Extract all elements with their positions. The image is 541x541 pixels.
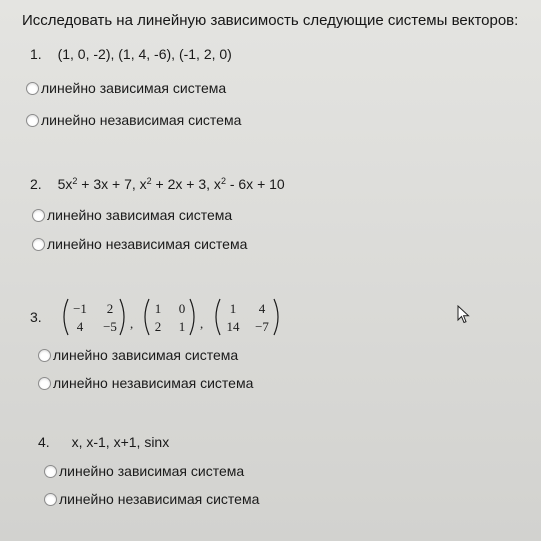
matrix-cell: 0 <box>178 301 186 316</box>
radio-button-icon[interactable] <box>32 209 45 222</box>
matrix-cell: −7 <box>255 319 269 334</box>
radio-button-icon[interactable] <box>32 238 45 251</box>
radio-button-icon[interactable] <box>44 493 57 506</box>
page-title: Исследовать на линейную зависимость следующие системы векторов: <box>22 12 519 29</box>
matrix-cell: 4 <box>76 319 84 334</box>
q1-option-dependent[interactable] <box>26 80 226 96</box>
question-number: 1. <box>30 46 42 62</box>
matrices-expression <box>30 296 300 338</box>
matrix-cell: −1 <box>73 301 87 316</box>
radio-button-icon[interactable] <box>26 82 39 95</box>
matrix-cell: 2 <box>154 319 162 334</box>
question-expression: (1, 0, -2), (1, 4, -6), (-1, 2, 0) <box>57 46 232 62</box>
q3-option-independent[interactable] <box>38 375 253 391</box>
matrix-cell: 1 <box>154 301 162 316</box>
matrix-separator: , <box>200 316 204 331</box>
option-label: линейно зависимая система <box>53 347 239 363</box>
matrix-1 <box>64 299 124 335</box>
question-number: 2. <box>30 176 42 192</box>
question-number: 3. <box>30 309 42 325</box>
option-label: линейно зависимая система <box>47 207 233 223</box>
option-label: линейно независимая система <box>47 236 248 252</box>
question-1 <box>30 46 232 62</box>
q4-option-dependent[interactable] <box>44 463 244 479</box>
matrix-separator: , <box>130 316 134 331</box>
q2-option-dependent[interactable] <box>32 207 232 223</box>
matrix-cell: 2 <box>106 301 114 316</box>
q3-option-dependent[interactable] <box>38 347 238 363</box>
question-number: 4. <box>38 434 50 450</box>
matrix-cell: 1 <box>229 301 237 316</box>
question-expression: x, x-1, x+1, sinx <box>71 434 170 450</box>
question-2 <box>30 176 285 192</box>
q2-option-independent[interactable] <box>32 236 247 252</box>
option-label: линейно зависимая система <box>41 80 227 96</box>
option-label: линейно независимая система <box>41 112 242 128</box>
radio-button-icon[interactable] <box>38 377 51 390</box>
question-3 <box>30 296 300 343</box>
matrix-cell: 4 <box>258 301 266 316</box>
question-expression: $5x^2 + 3x + 7$, $x^2 + 2x + 3$, $x^2 - 6x + 10$ <box>57 176 285 192</box>
matrix-cell: 14 <box>226 319 240 334</box>
radio-button-icon[interactable] <box>26 114 39 127</box>
matrix-cell: 1 <box>178 319 186 334</box>
option-label: линейно независимая система <box>53 375 254 391</box>
radio-button-icon[interactable] <box>38 349 51 362</box>
mouse-pointer-icon <box>457 305 471 325</box>
option-label: линейно независимая система <box>59 491 260 507</box>
matrix-cell: −5 <box>103 319 117 334</box>
q4-option-independent[interactable] <box>44 491 259 507</box>
q1-option-independent[interactable] <box>26 112 241 128</box>
matrix-3 <box>216 299 278 335</box>
radio-button-icon[interactable] <box>44 465 57 478</box>
option-label: линейно зависимая система <box>59 463 245 479</box>
matrix-2 <box>145 299 194 335</box>
question-4 <box>38 434 169 450</box>
